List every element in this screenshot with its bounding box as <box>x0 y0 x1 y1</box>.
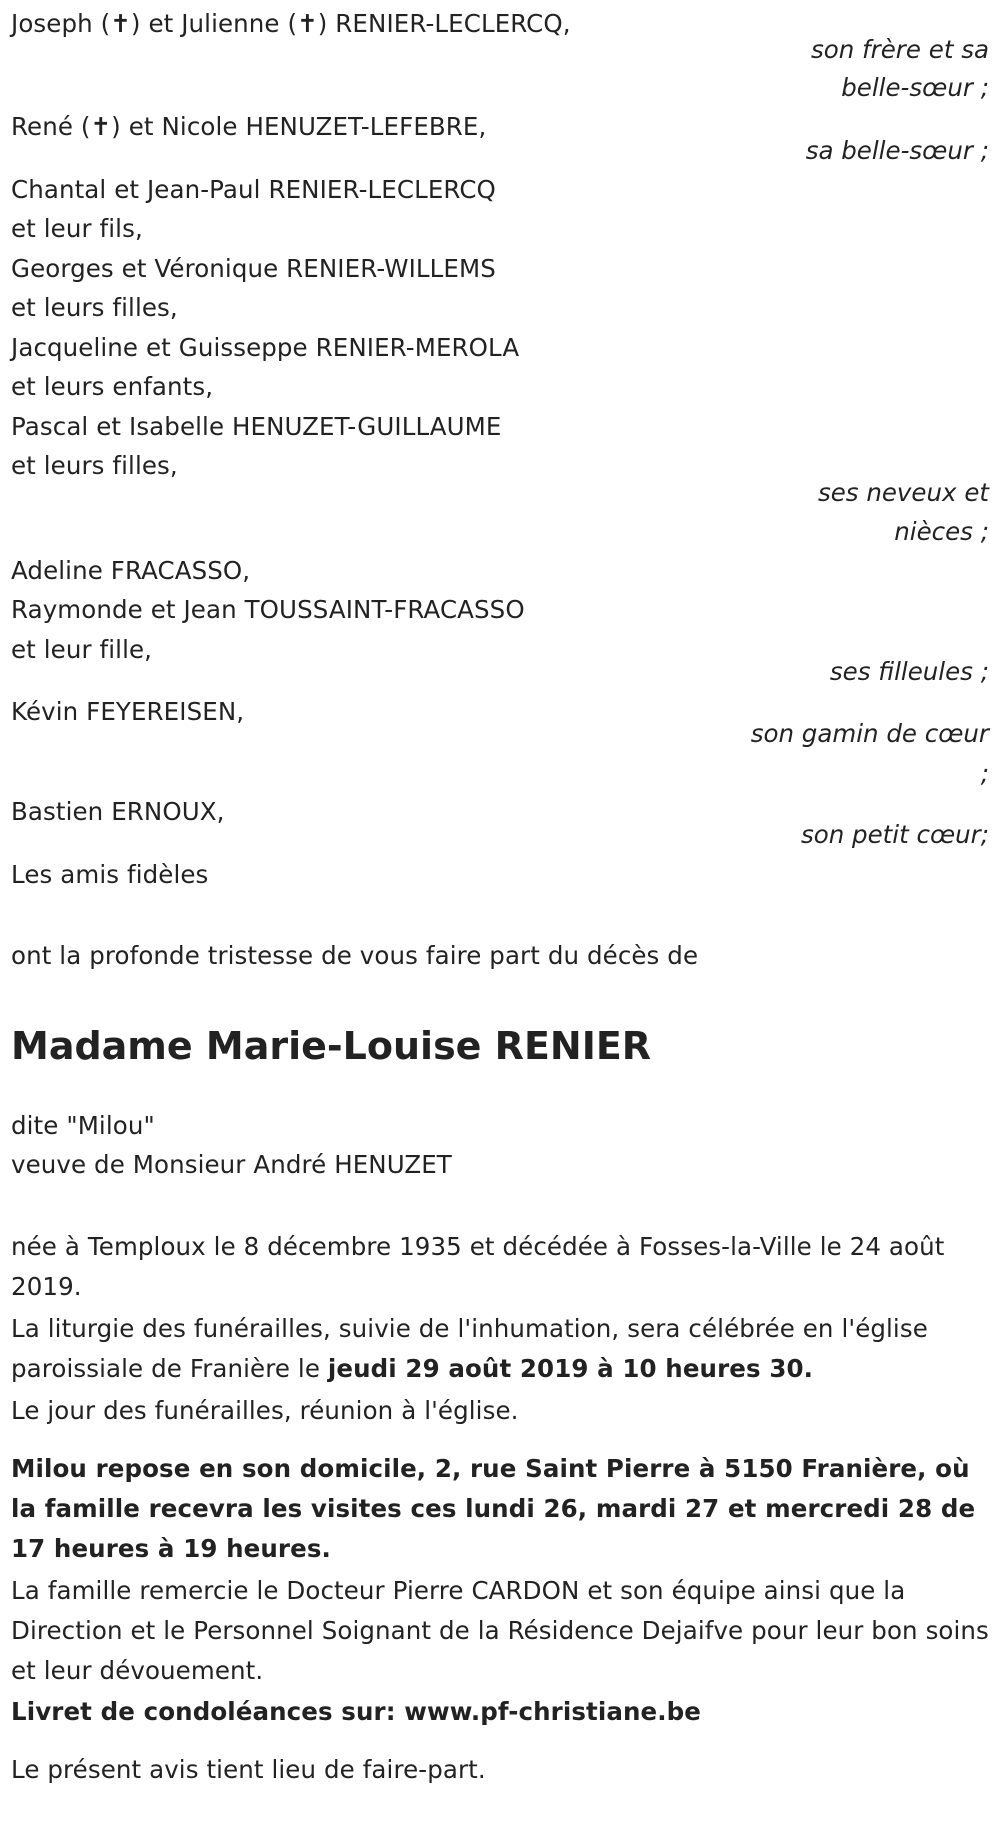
family-line-12: Raymonde et Jean TOUSSAINT-FRACASSO <box>11 595 525 624</box>
family-line-9: Pascal et Isabelle HENUZET-GUILLAUME <box>11 412 502 441</box>
relation-label-brother: son frère et sa <box>810 35 989 64</box>
family-line-3: Chantal et Jean-Paul RENIER-LECLERCQ <box>11 175 496 204</box>
family-line-2: René (✝) et Nicole HENUZET-LEFEBRE, <box>11 112 487 141</box>
relation-label-brother-cont: belle-sœur ; <box>841 73 989 102</box>
family-line-11: Adeline FRACASSO, <box>11 556 251 585</box>
announcement-text: ont la profonde tristesse de vous faire part du décès de <box>11 941 699 970</box>
family-line-5: Georges et Véronique RENIER-WILLEMS <box>11 254 496 283</box>
condolences-link[interactable]: Livret de condoléances sur: www.pf-christiane.be <box>11 1697 702 1726</box>
relation-label-nephews-cont: nièces ; <box>894 517 989 546</box>
relation-label-nephews: ses neveux et <box>817 478 989 507</box>
relation-label-goddaughters: ses filleules ; <box>829 657 989 686</box>
family-line-14: Kévin FEYEREISEN, <box>11 697 245 726</box>
meeting-paragraph: Le jour des funérailles, réunion à l'église. <box>11 1396 519 1425</box>
relation-label-sister-in-law: sa belle-sœur ; <box>805 136 989 165</box>
family-line-13: et leur fille, <box>11 635 153 664</box>
rest-visit-paragraph: Milou repose en son domicile, 2, rue Saint Pierre à 5150 Franière, où la famille recevra les visites ces lundi 26, mardi 27 et mercredi 28 de 17 heures à 19 heures. <box>11 1454 976 1563</box>
relation-label-gamin-cont: ; <box>980 759 989 788</box>
liturgy-paragraph <box>11 1309 996 1389</box>
family-line-16: Les amis fidèles <box>11 860 209 889</box>
family-line-6: et leurs filles, <box>11 293 178 322</box>
family-line-10: et leurs filles, <box>11 451 178 480</box>
notice-paragraph: Le présent avis tient lieu de faire-part. <box>11 1755 486 1784</box>
thanks-paragraph: La famille remercie le Docteur Pierre CARDON et son équipe ainsi que la Direction et le Personnel Soignant de la Résidence Dejaifve pour leur bon soins et leur dévouement. <box>11 1576 989 1685</box>
relation-label-gamin: son gamin de cœur <box>750 719 989 748</box>
deceased-nickname: dite "Milou" <box>11 1111 155 1140</box>
liturgy-date: jeudi 29 août 2019 à 10 heures 30. <box>327 1354 814 1383</box>
family-line-15: Bastien ERNOUX, <box>11 797 225 826</box>
deceased-name: Madame Marie-Louise RENIER <box>11 1024 652 1068</box>
deceased-widow-of: veuve de Monsieur André HENUZET <box>11 1150 452 1179</box>
family-line-1: Joseph (✝) et Julienne (✝) RENIER-LECLERCQ, <box>11 9 571 38</box>
family-line-4: et leur fils, <box>11 214 143 243</box>
family-line-7: Jacqueline et Guisseppe RENIER-MEROLA <box>11 333 520 362</box>
liturgy-text: La liturgie des funérailles, suivie de l'inhumation, sera célébrée en l'église paroissiale de Franière le <box>11 1314 928 1383</box>
relation-label-petit-coeur: son petit cœur; <box>800 820 989 849</box>
birth-death-paragraph: née à Temploux le 8 décembre 1935 et décédée à Fosses-la-Ville le 24 août 2019. <box>11 1232 945 1301</box>
family-line-8: et leurs enfants, <box>11 372 214 401</box>
